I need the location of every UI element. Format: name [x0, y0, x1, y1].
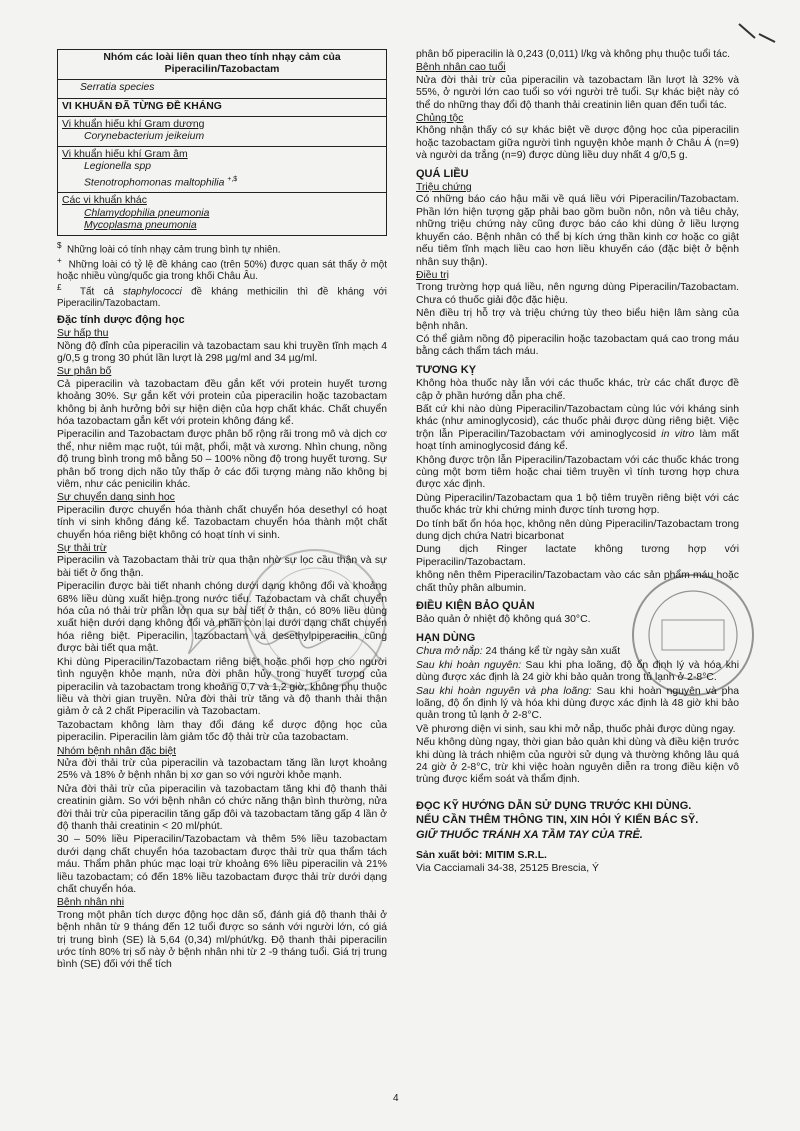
- paragraph: không nên thêm Piperacilin/Tazobactam vào các sản phẩm máu hoặc chất thủy phân albumin.: [416, 570, 739, 594]
- italic-label: Sau khi hoàn nguyên và pha loãng:: [416, 685, 592, 697]
- paragraph: Về phương diện vi sinh, sau khi mở nắp, thuốc phải được dùng ngay.: [416, 723, 736, 735]
- organism-name: Stenotrophomonas maltophilia: [84, 177, 225, 189]
- absorption-text: Nồng độ đỉnh của piperacilin và tazobactam sau khi truyền tĩnh mạch 4 g/0,5 g trong 30 phút lần lượt là 298 µg/ml and 34 µg/ml.: [57, 340, 387, 364]
- footnote-text: Những loài có tỷ lệ đề kháng cao (trên 50%) được quan sát thấy ở một hoặc nhiều vùng/quốc gia trong khối Châu Âu.: [57, 259, 387, 282]
- paragraph: Nếu không dùng ngay, thời gian bảo quản khi dùng và điều kiện trước khi dùng là trách nhiệm của người sử dụng và thường không lâu quá 24 giờ ở 2-8°C, trừ khi việc hoàn nguyên diễn ra trong điều kiện vô trùng được kiểm soát và thẩm định.: [416, 737, 739, 786]
- gram-positive-heading: Vi khuẩn hiếu khí Gram dương: [62, 118, 205, 130]
- page-number: 4: [393, 1093, 399, 1104]
- organism: Mycoplasma pneumonia: [84, 219, 197, 231]
- text: Sau khi pha loãng, độ ổn định lý và hóa khi dùng được xác định là 24 giờ khi bảo quản trong tủ lạnh ở 2-8°C.: [416, 659, 739, 684]
- paragraph: Piperacilin được bài tiết nhanh chóng dưới dạng không đổi và khoảng 68% liều dùng xuất hiện trong nước tiểu. Tazobactam và chất chuyển hóa của nó thải trừ phần lớn qua sự bài tiết ở thận, có 80% liều dùng xuất hiện dưới dạng không đổi và phần còn lại dưới dạng chất chuyển hóa riêng biệt. Piperacilin, tazobactam và desethylpiperacilin cũng được bài tiết qua mật.: [57, 581, 387, 655]
- footnote: [57, 240, 387, 255]
- other-bacteria-heading: Các vi khuẩn khác: [62, 195, 147, 207]
- symptoms-heading: Triệu chứng: [416, 182, 472, 194]
- paragraph: Nửa đời thải trừ của piperacilin và tazobactam lần lượt là 32% và 55%, ở người lớn cao tuổi so với người trẻ tuổi. Sự khác biệt này có thể do những thay đổi độ thanh thải creatinin liên quan đến tuổi tác.: [416, 74, 739, 111]
- manufacturer-label: Sản xuất bởi:: [416, 850, 483, 862]
- footnote-text: Tất cả: [80, 286, 124, 298]
- table-row: VI KHUẨN ĐÃ TỪNG ĐỀ KHÁNG: [58, 98, 387, 116]
- paragraph: [416, 404, 739, 454]
- paragraph: Piperacilin được chuyển hóa thành chất chuyển hóa desethyl có hoạt tính vi sinh không đáng kể. Tazobactam chuyển hóa thành một chất chuyển hóa riêng biệt không có hoạt tính vi sinh.: [57, 504, 387, 541]
- paragraph: Piperacilin và Tazobactam thải trừ qua thận nhờ sự lọc cầu thận và sự bài tiết ở ống thận.: [57, 555, 387, 579]
- italic-label: Chưa mở nắp:: [416, 646, 483, 658]
- left-column: [57, 49, 387, 973]
- paragraph: Nên điều trị hỗ trợ và triệu chứng tùy theo biểu hiện lâm sàng của bệnh nhân.: [416, 308, 739, 332]
- warning-line: ĐỌC KỸ HƯỚNG DẪN SỬ DỤNG TRƯỚC KHI DÙNG.: [416, 799, 692, 812]
- manufacturer-line: [416, 850, 739, 862]
- paragraph: Dùng Piperacilin/Tazobactam qua 1 bộ tiêm truyền riêng biệt với các thuốc khác trừ khi chứng minh được tính tương hợp.: [416, 492, 739, 517]
- footnote-italic: staphylococci: [123, 286, 182, 298]
- paragraph: Không nhận thấy có sự khác biệt về dược động học của piperacilin hoặc tazobactam giữa người tình nguyện khỏe mạnh ở Châu Á (n=9) và người da trắng (n=9) được dùng liều duy nhất 4 g/0,5 g.: [416, 125, 739, 162]
- paragraph: Dung dịch Ringer lactate không tương hợp với Piperacilin/Tazobactam.: [416, 544, 739, 568]
- paragraph: [416, 660, 739, 685]
- footnote: [57, 255, 387, 282]
- table-row: [58, 193, 387, 236]
- metabolism-heading: Sự chuyển dạng sinh học: [57, 492, 175, 504]
- manufacturer-name: MITIM S.R.L.: [482, 850, 547, 862]
- absorption-heading: Sự hấp thu: [57, 328, 109, 340]
- organism: Chlamydophilia pneumonia: [84, 207, 210, 219]
- distribution-heading: Sự phân bố: [57, 366, 112, 378]
- manufacturer: [416, 850, 739, 875]
- expiry-heading: HẠN DÙNG: [416, 631, 476, 644]
- table-header: Nhóm các loài liên quan theo tính nhạy cảm của Piperacilin/Tazobactam: [58, 50, 387, 80]
- paragraph: Piperacilin and Tazobactam được phân bố rộng rãi trong mô và dịch cơ thể, như niêm mạc ruột, túi mật, phổi, mật và xương. Nhìn chung, nồng độ trung bình trong mô bằng 50 – 100% nồng độ trong huyết tương. Sự phân bố trong dịch não tủy thấp ở các đối tượng màng não không bị viêm, như các penicilin khác.: [57, 429, 387, 490]
- organism: Corynebacterium jeikeium: [84, 131, 205, 143]
- treatment-heading: Điều trị: [416, 269, 449, 281]
- table-row: Serratia species: [58, 80, 387, 98]
- paragraph: Khi dùng Piperacilin/Tazobactam riêng biệt hoặc phối hợp cho người tình nguyện khỏe mạnh, nửa đời phân hủy trong huyết tương của piperacilin và tazobactam trong khoảng 0,7 và 1,2 giờ, không phụ thuộc liều và thời gian truyền. Nửa đời thải trừ tăng và độ thanh thải thận giảm ở cả 2 chất Piperacilin và Tazobactam.: [57, 656, 387, 718]
- paragraph: Có thể giảm nồng độ piperacilin hoặc tazobactam quá cao trong máu bằng cách thẩm tách máu.: [416, 333, 739, 358]
- table-row: [58, 147, 387, 193]
- paragraph: [416, 646, 739, 658]
- paragraph: Trong một phân tích dược động học dân số, đánh giá độ thanh thải ở bệnh nhân từ 9 tháng đến 12 tuổi được so sánh với người lớn, có giá trị trung bình (SE) là 5,64 (0,34) ml/phút/kg. Độ thanh thải piperacilin ước tính 80% trị số này ở bệnh nhân nhi từ 2 -9 tháng tuổi. Giá trị trung bình (SE) đối với thể tích: [57, 909, 387, 971]
- elimination-heading: Sự thải trừ: [57, 543, 107, 555]
- organism-mark: +,$: [227, 175, 238, 183]
- race-heading: Chủng tộc: [416, 113, 464, 125]
- warning-line: NẾU CẦN THÊM THÔNG TIN, XIN HỎI Ý KIẾN BÁC SỸ.: [416, 814, 699, 827]
- italic-text: in vitro: [661, 428, 695, 440]
- warnings: [416, 799, 739, 843]
- paragraph: Cả piperacilin và tazobactam đều gắn kết với protein huyết tương khoảng 30%. Sự gắn kết với protein của piperacilin hoặc tazobactam không bị ảnh hưởng bởi sự hiện diện của hợp chất khác. Chất chuyển hóa tazobactam gắn kết với protein không đáng kể.: [57, 378, 387, 427]
- elderly-heading: Bệnh nhân cao tuổi: [416, 62, 506, 74]
- organism: Legionella spp: [84, 161, 152, 173]
- paragraph: phân bố piperacilin là 0,243 (0,011) l/kg và không phụ thuộc tuổi tác.: [416, 49, 731, 60]
- manufacturer-address: Via Cacciamali 34-38, 25125 Brescia, Ý: [416, 862, 599, 874]
- text: Sau khi hoàn nguyên và pha loãng, độ ổn định lý và hóa khi dùng được xác định là 48 giờ khi bảo quản trong tủ lạnh ở 2-8°C.: [416, 685, 739, 722]
- paragraph: Do tính bất ổn hóa học, không nên dùng Piperacilin/Tazobactam trong dung dịch chứa Natri bicarbonat: [416, 518, 739, 543]
- footnotes: [57, 240, 387, 309]
- storage-text: Bảo quản ở nhiệt độ không quá 30°C.: [416, 614, 591, 626]
- footnote-mark: $: [57, 240, 62, 250]
- paragraph: Trong trường hợp quá liều, nên ngưng dùng Piperacilin/Tazobactam. Chưa có thuốc giải độc đặc hiệu.: [416, 282, 739, 306]
- storage-heading: ĐIỀU KIỆN BẢO QUẢN: [416, 600, 535, 613]
- paragraph: Nửa đời thải trừ của piperacilin và tazobactam tăng lần lượt khoảng 25% và 18% ở bệnh nhân bị xơ gan so với người khỏe mạnh.: [57, 757, 387, 782]
- table-row: [58, 116, 387, 146]
- footnote: [57, 282, 387, 309]
- text: Bất cứ khi nào dùng Piperacilin/Tazobactam cùng lúc với kháng sinh khác (như aminoglycosid), các thuốc phải được dùng riêng biệt. Việc trộn lẫn Piperacilin/Tazobactam với aminoglycosid: [416, 403, 739, 440]
- right-column: [416, 49, 739, 875]
- overdose-heading: QUÁ LIỀU: [416, 167, 469, 180]
- text: 24 tháng kể từ ngày sản xuất: [482, 646, 621, 658]
- paragraph: Nửa đời thải trừ của piperacilin và tazobactam tăng khi độ thanh thải creatinin giảm. So với bệnh nhân có chức năng thận bình thường, nửa đời thải trừ của piperacilin tăng gấp đôi và tazobactam tăng gấp 4 lần ở độ thanh thải creatinin < 20 ml/phút.: [57, 783, 387, 832]
- organism: [62, 174, 382, 190]
- footnote-text: đề kháng methicilin thì đề kháng với Piperacilin/Tazobactam.: [57, 286, 387, 309]
- text: làm mất hoạt tính aminoglycosid đáng kể.: [416, 428, 739, 453]
- warning-line: GIỮ THUỐC TRÁNH XA TẦM TAY CỦA TRẺ.: [416, 828, 643, 841]
- susceptibility-table: [57, 49, 387, 236]
- footnote-mark: £: [57, 283, 62, 293]
- paragraph: Tazobactam không làm thay đổi đáng kể dược động học của piperacilin. Piperacilin làm giảm tốc độ thải trừ của tazobactam.: [57, 719, 387, 744]
- paragraph: Không được trộn lẫn Piperacilin/Tazobactam với các thuốc khác trong cùng một bơm tiêm hoặc chai tiêm truyền vì tính tương hợp chưa được xác định.: [416, 454, 739, 491]
- pediatric-heading: Bệnh nhân nhi: [57, 897, 125, 909]
- paragraph: 30 – 50% liều Piperacilin/Tazobactam và thêm 5% liều tazobactam dưới dạng chất chuyển hóa tazobactam được thải trừ qua thẩm tách máu. Thẩm phân phúc mạc loại trừ khoảng 6% liều piperacilin và 21% liều tazobactam; có đến 18% liều tazobactam được thải trừ dưới dạng chất chuyển hóa.: [57, 834, 387, 895]
- footnote-mark: +: [57, 256, 62, 266]
- gram-negative-heading: Vi khuẩn hiếu khí Gram âm: [62, 149, 188, 161]
- corner-mark: [735, 18, 785, 48]
- special-groups-heading: Nhóm bệnh nhân đặc biệt: [57, 745, 177, 757]
- footnote-text: Những loài có tính nhạy cảm trung bình tự nhiên.: [67, 244, 281, 256]
- paragraph: Có những báo cáo hậu mãi về quá liều với Piperacilin/Tazobactam. Phần lớn hiện tượng gặp phải bao gồm buồn nôn, nôn và tiêu chảy, những triệu chứng này cũng được báo cáo khi dùng ở liều lượng khuyến cáo. Bệnh nhân có thể bị kích ứng thần kinh cơ hoặc co giật nếu tiêm tĩnh mạch liều cao hơn liều khuyến cáo (đặc biệt ở bệnh nhân suy thận).: [416, 194, 739, 268]
- paragraph: [416, 686, 739, 723]
- paragraph: Không hòa thuốc này lẫn với các thuốc khác, trừ các chất được đề cập ở phần hướng dẫn pha chế.: [416, 378, 739, 402]
- italic-label: Sau khi hoàn nguyên:: [416, 659, 522, 671]
- pk-heading: Đặc tính dược động học: [57, 313, 185, 326]
- incompatibility-heading: TƯƠNG KỴ: [416, 363, 477, 376]
